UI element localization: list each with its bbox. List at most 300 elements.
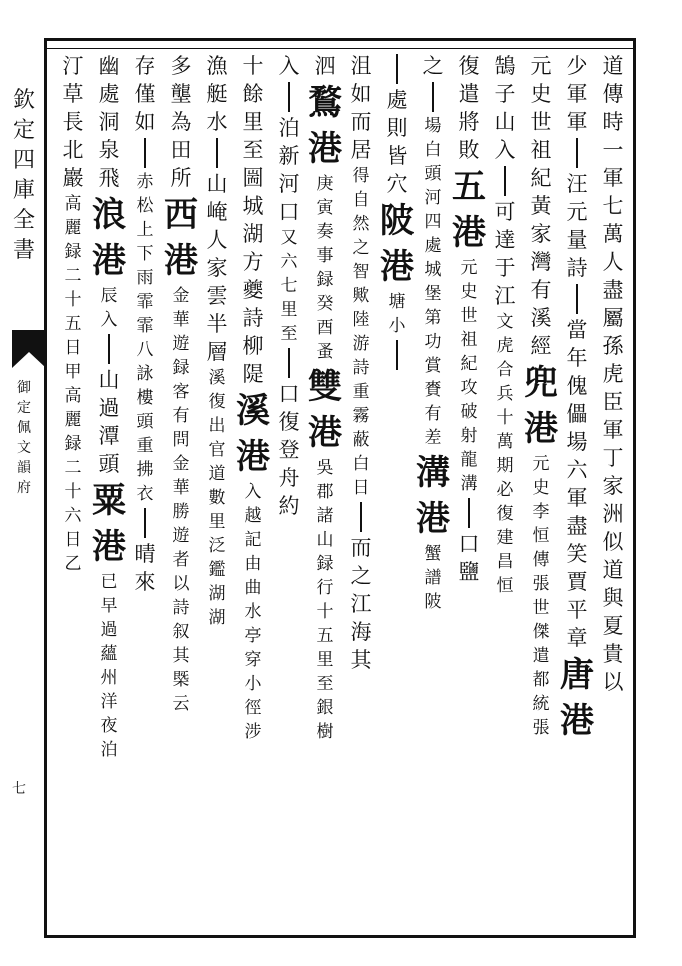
section-title-char: 定 [17,400,31,416]
annotation-text: 泊 [100,740,118,760]
body-text: 可 [494,200,516,224]
annotation-text: 譜 [424,568,442,588]
annotation-text: 亭 [244,626,262,646]
annotation-text: 復 [208,392,226,412]
body-text: 敗 [458,138,480,162]
text-column [50,52,96,932]
page-number: 七 [12,781,26,797]
body-text: 柳 [242,334,264,358]
library-title-char: 庫 [12,178,35,203]
annotation-text: 麗 [64,218,82,238]
body-text: 過 [98,396,120,420]
annotation-text: 十 [496,408,514,428]
annotation-text: 兵 [496,384,514,404]
annotation-text: 事 [316,246,334,266]
body-text: 軍 [566,110,588,134]
annotation-text: 五 [64,314,82,334]
repeat-mark-rule [144,508,146,538]
body-text: 巖 [62,166,84,190]
body-text: 如 [350,82,372,106]
annotation-text: 史 [460,282,478,302]
annotation-text: 頭 [136,412,154,432]
body-text: 之 [350,564,372,588]
annotation-text: 傳 [532,550,550,570]
body-text: 來 [134,570,156,594]
body-text: 海 [350,620,372,644]
annotation-text: 十 [64,482,82,502]
body-text: 艇 [206,82,228,106]
body-text: 以 [602,670,624,694]
body-text: 灣 [530,250,552,274]
annotation-text: 期 [496,456,514,476]
annotation-text: 問 [172,430,190,450]
body-text: 軍 [566,82,588,106]
repeat-mark-rule [216,138,218,168]
annotation-text: 賚 [424,380,442,400]
headword: 五 [452,167,486,207]
body-text: 盡 [566,514,588,538]
library-title-char: 書 [12,238,35,263]
body-text: 元 [530,54,552,78]
body-text: 笑 [566,542,588,566]
body-text: 崦 [206,200,228,224]
headword: 港 [164,241,198,281]
repeat-mark-rule [432,82,434,112]
body-text: 長 [62,110,84,134]
annotation-text: 高 [64,194,82,214]
annotation-text: 云 [172,694,190,714]
body-text: 居 [350,138,372,162]
annotation-text: 徑 [244,698,262,718]
annotation-text: 第 [424,308,442,328]
headword: 浪 [92,195,126,235]
headword: 雙 [308,367,342,407]
annotation-text: 元 [460,258,478,278]
annotation-text: 詩 [352,358,370,378]
annotation-text: 合 [496,360,514,380]
body-text: 存 [134,54,156,78]
body-text: 年 [566,346,588,370]
body-text: 遣 [458,82,480,106]
body-text: 復 [458,54,480,78]
body-text: 圌 [242,166,264,190]
body-text: 貴 [602,642,624,666]
annotation-text: 霏 [136,316,154,336]
body-text: 元 [566,200,588,224]
annotation-text: 由 [244,554,262,574]
body-text: 六 [566,458,588,482]
headword: 兜 [524,363,558,403]
body-text: 多 [170,54,192,78]
annotation-text: 十 [316,602,334,622]
annotation-text: 泛 [208,536,226,556]
body-text: 壟 [170,82,192,106]
annotation-text: 場 [424,116,442,136]
annotation-text: 華 [172,478,190,498]
headword: 溝 [416,453,450,493]
annotation-text: 里 [208,512,226,532]
annotation-text: 至 [280,324,298,344]
annotation-text: 日 [64,530,82,550]
annotation-text: 小 [388,316,406,336]
annotation-text: 州 [100,668,118,688]
annotation-text: 庚 [316,174,334,194]
body-text: 章 [566,626,588,650]
annotation-text: 越 [244,506,262,526]
repeat-mark-rule [360,502,362,532]
annotation-text: 霏 [136,292,154,312]
body-text: 半 [206,312,228,336]
body-text: 儡 [566,402,588,426]
body-text: 丁 [602,446,624,470]
annotation-text: 白 [352,454,370,474]
annotation-text: 紀 [460,354,478,374]
section-title-char: 府 [17,480,31,496]
annotation-text: 蚤 [316,342,334,362]
annotation-text: 録 [64,434,82,454]
annotation-text: 建 [496,528,514,548]
annotation-text: 寅 [316,198,334,218]
repeat-mark-rule [468,498,470,528]
headword: 港 [560,701,594,741]
body-text: 而 [350,536,372,560]
annotation-text: 赤 [136,172,154,192]
headword: 港 [524,409,558,449]
annotation-text: 統 [532,694,550,714]
body-text: 山 [98,368,120,392]
annotation-text: 處 [424,236,442,256]
annotation-text: 塘 [388,292,406,312]
annotation-text: 金 [172,454,190,474]
body-text: 傳 [602,82,624,106]
body-text: 屬 [602,306,624,330]
annotation-text: 奏 [316,222,334,242]
annotation-text: 七 [280,276,298,296]
annotation-text: 郡 [316,482,334,502]
annotation-text: 湖 [208,608,226,628]
annotation-text: 五 [316,626,334,646]
annotation-text: 十 [64,290,82,310]
annotation-text: 六 [280,252,298,272]
body-text: 飛 [98,166,120,190]
annotation-text: 差 [424,428,442,448]
annotation-text: 湖 [208,584,226,604]
annotation-text: 昌 [496,552,514,572]
annotation-text: 功 [424,332,442,352]
headword: 港 [452,213,486,253]
annotation-text: 入 [244,482,262,502]
repeat-mark-rule [144,138,146,168]
repeat-mark-rule [576,284,578,314]
annotation-text: 至 [316,674,334,694]
body-text: 軍 [602,418,624,442]
body-text: 晴 [134,542,156,566]
annotation-text: 蟹 [424,544,442,564]
annotation-text: 恒 [532,526,550,546]
annotation-text: 有 [172,406,190,426]
body-text: 頭 [98,452,120,476]
body-text: 汀 [62,54,84,78]
headword: 唐 [560,655,594,695]
body-text: 鵠 [494,54,516,78]
body-text: 新 [278,144,300,168]
body-text: 場 [566,430,588,454]
annotation-text: 録 [172,358,190,378]
annotation-text: 祖 [460,330,478,350]
body-text: 臣 [602,390,624,414]
annotation-text: 吳 [316,458,334,478]
annotation-text: 下 [136,244,154,264]
body-text: 于 [494,256,516,280]
body-text: 洲 [602,502,624,526]
library-title [8,86,40,266]
annotation-text: 雨 [136,268,154,288]
annotation-text: 之 [352,238,370,258]
body-text: 十 [242,54,264,78]
annotation-text: 癸 [316,294,334,314]
body-text: 道 [602,558,624,582]
body-text: 約 [278,494,300,518]
body-text: 詩 [566,256,588,280]
annotation-text: 其 [172,646,190,666]
library-title-char: 四 [12,148,35,173]
repeat-mark-rule [504,166,506,196]
annotation-text: 録 [316,554,334,574]
body-text: 似 [602,530,624,554]
body-text: 方 [242,250,264,274]
headword: 陂 [380,201,414,241]
body-text: 處 [386,88,408,112]
annotation-text: 行 [316,578,334,598]
body-text: 黃 [530,194,552,218]
body-text: 山 [494,110,516,134]
annotation-text: 歟 [352,286,370,306]
body-text: 復 [278,410,300,434]
body-text: 有 [530,278,552,302]
annotation-text: 萬 [496,432,514,452]
body-text: 山 [206,172,228,196]
body-text: 漁 [206,54,228,78]
annotation-text: 自 [352,190,370,210]
body-text: 量 [566,228,588,252]
annotation-text: 八 [136,340,154,360]
annotation-text: 入 [100,310,118,330]
annotation-text: 重 [136,436,154,456]
annotation-text: 得 [352,166,370,186]
annotation-text: 世 [460,306,478,326]
annotation-text: 賞 [424,356,442,376]
body-text: 時 [602,110,624,134]
annotation-text: 陸 [352,310,370,330]
annotation-text: 涉 [244,722,262,742]
annotation-text: 重 [352,382,370,402]
body-text: 軍 [566,486,588,510]
headword: 港 [380,247,414,287]
headword: 港 [92,527,126,567]
annotation-text: 酉 [316,318,334,338]
body-text: 潭 [98,424,120,448]
annotation-text: 金 [172,286,190,306]
repeat-mark-rule [396,54,398,84]
body-text: 河 [278,172,300,196]
repeat-mark-rule [108,334,110,364]
annotation-text: 霧 [352,406,370,426]
body-text: 如 [134,110,156,134]
body-text: 入 [494,138,516,162]
body-text: 萬 [602,222,624,246]
annotation-text: 然 [352,214,370,234]
body-text: 達 [494,228,516,252]
body-text: 鹽 [458,560,480,584]
annotation-text: 夜 [100,716,118,736]
body-text: 泗 [314,54,336,78]
annotation-text: 都 [532,670,550,690]
section-title-char: 韻 [17,460,31,476]
body-text: 經 [530,334,552,358]
body-text: 舟 [278,466,300,490]
body-text: 江 [494,284,516,308]
body-text: 與 [602,586,624,610]
repeat-mark-rule [288,348,290,378]
annotation-text: 龍 [460,450,478,470]
annotation-text: 世 [532,598,550,618]
annotation-text: 出 [208,416,226,436]
body-text: 子 [494,82,516,106]
annotation-text: 游 [352,334,370,354]
annotation-text: 河 [424,188,442,208]
body-text: 口 [278,200,300,224]
annotation-text: 射 [460,426,478,446]
body-text: 雲 [206,284,228,308]
body-text: 家 [602,474,624,498]
annotation-text: 溝 [460,474,478,494]
body-text: 北 [62,138,84,162]
body-text: 七 [602,194,624,218]
body-text: 草 [62,82,84,106]
margin-strip [0,38,44,938]
body-text: 紀 [530,166,552,190]
annotation-text: 頭 [424,164,442,184]
library-title-char: 全 [12,208,35,233]
annotation-text: 遊 [172,526,190,546]
headword: 港 [92,241,126,281]
body-text: 少 [566,54,588,78]
annotation-text: 張 [532,574,550,594]
annotation-text: 者 [172,550,190,570]
top-inner-rule [44,48,636,49]
annotation-text: 智 [352,262,370,282]
annotation-text: 恒 [496,576,514,596]
body-text: 汪 [566,172,588,196]
body-text: 所 [170,166,192,190]
annotation-text: 録 [64,242,82,262]
annotation-text: 蘊 [100,644,118,664]
annotation-text: 小 [244,674,262,694]
annotation-text: 破 [460,402,478,422]
annotation-text: 溪 [208,368,226,388]
annotation-text: 遊 [172,334,190,354]
annotation-text: 上 [136,220,154,240]
body-text: 則 [386,116,408,140]
annotation-text: 官 [208,440,226,460]
annotation-text: 鑑 [208,560,226,580]
body-text: 泉 [98,138,120,162]
body-text: 田 [170,138,192,162]
body-text: 家 [206,256,228,280]
annotation-text: 山 [316,530,334,550]
annotation-text: 槩 [172,670,190,690]
headword: 鶩 [308,83,342,123]
annotation-text: 遣 [532,646,550,666]
body-text: 將 [458,110,480,134]
annotation-text: 二 [64,458,82,478]
body-text: 詩 [242,306,264,330]
annotation-text: 麗 [64,410,82,430]
annotation-text: 道 [208,464,226,484]
body-text: 其 [350,648,372,672]
section-title-char: 御 [17,380,31,396]
annotation-text: 文 [496,312,514,332]
annotation-text: 勝 [172,502,190,522]
repeat-mark-rule [288,82,290,112]
body-text: 夏 [602,614,624,638]
annotation-text: 華 [172,310,190,330]
body-text: 虎 [602,362,624,386]
annotation-text: 四 [424,212,442,232]
annotation-text: 蔽 [352,430,370,450]
body-text: 幽 [98,54,120,78]
annotation-text: 里 [316,650,334,670]
body-text: 城 [242,194,264,218]
annotation-text: 陂 [424,592,442,612]
body-text: 江 [350,592,372,616]
annotation-text: 叙 [172,622,190,642]
annotation-text: 史 [532,478,550,498]
annotation-text: 甲 [64,362,82,382]
body-text: 隄 [242,362,264,386]
annotation-text: 以 [172,574,190,594]
body-text: 泊 [278,116,300,140]
annotation-text: 里 [280,300,298,320]
annotation-text: 六 [64,506,82,526]
repeat-mark-rule [396,340,398,370]
annotation-text: 堡 [424,284,442,304]
body-text: 人 [602,250,624,274]
body-text: 僅 [134,82,156,106]
annotation-text: 傑 [532,622,550,642]
body-text: 皆 [386,144,408,168]
annotation-text: 城 [424,260,442,280]
annotation-text: 日 [352,478,370,498]
annotation-text: 李 [532,502,550,522]
annotation-text: 早 [100,596,118,616]
body-text: 祖 [530,138,552,162]
annotation-text: 録 [316,270,334,290]
body-text: 口 [458,532,480,556]
annotation-text: 數 [208,488,226,508]
headword: 港 [308,413,342,453]
body-text: 史 [530,82,552,106]
annotation-text: 已 [100,572,118,592]
body-text: 溪 [530,306,552,330]
headword: 港 [308,129,342,169]
body-text: 當 [566,318,588,342]
annotation-text: 有 [424,404,442,424]
body-text: 里 [242,110,264,134]
annotation-text: 詩 [172,598,190,618]
annotation-text: 張 [532,718,550,738]
body-text: 層 [206,340,228,364]
